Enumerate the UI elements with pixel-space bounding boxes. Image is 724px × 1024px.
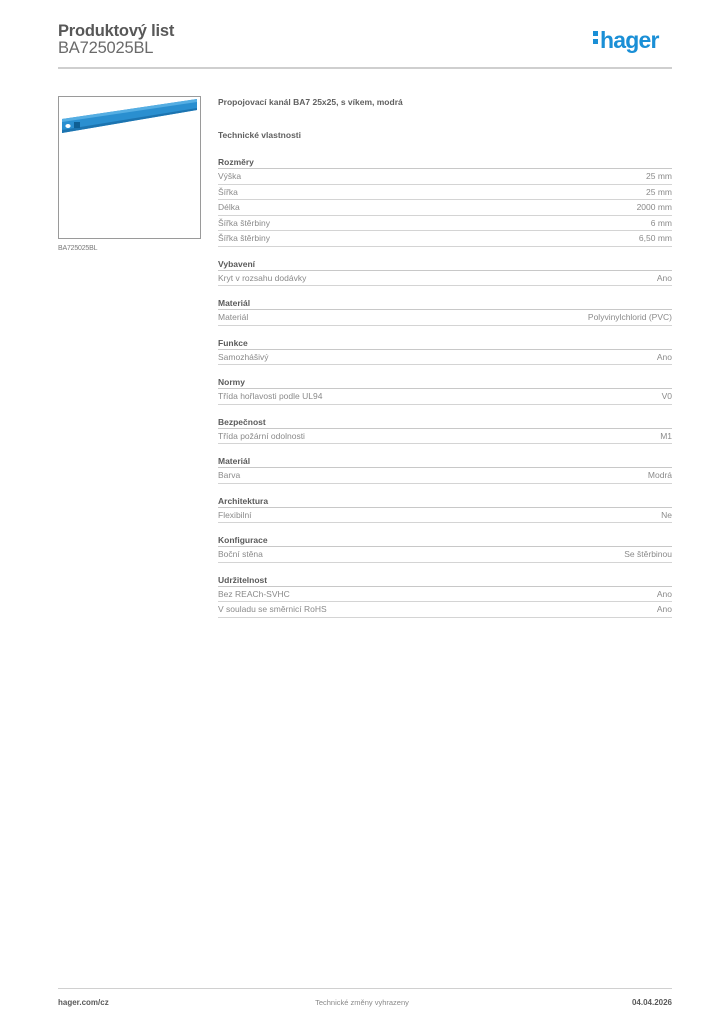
spec-label: Bez REACh-SVHC [218,588,290,599]
spec-value: 25 mm [646,171,672,181]
footer-divider [58,988,672,989]
product-code: BA725025BL [58,39,154,57]
footer-disclaimer: Technické změny vyhrazeny [315,998,409,1007]
spec-row [218,587,672,603]
spec-row [218,200,672,216]
spec-value: V0 [661,391,672,401]
spec-label: Boční stěna [218,549,263,559]
spec-value: Ano [656,272,672,283]
spec-group-function [218,337,672,366]
cable-duct-icon [59,97,201,239]
spec-row [218,389,672,405]
header-divider [58,67,672,69]
hager-logo [593,27,659,53]
spec-value: 2000 mm [636,202,672,212]
spec-label: Šířka [218,186,238,197]
spec-label: Barva [218,470,241,480]
spec-row [218,468,672,484]
spec-label: V souladu se směrnicí RoHS [218,604,327,614]
spec-label: Třída požární odolnosti [218,430,305,441]
spec-label: Délka [218,202,240,212]
spec-label: Třída hořlavosti podle UL94 [218,391,323,401]
spec-label: Šířka štěrbiny [218,217,270,228]
group-title: Materiál [218,455,672,468]
group-title: Bezpečnost [218,416,672,429]
spec-row [218,185,672,201]
spec-group-standards [218,376,672,405]
spec-value: Ano [656,604,672,614]
spec-value: Ano [656,588,672,599]
spec-value: Polyvinylchlorid (PVC) [587,312,672,322]
spec-label: Šířka štěrbiny [218,233,270,243]
spec-row [218,602,672,618]
spec-table [218,156,672,629]
spec-group-sustainability [218,574,672,618]
footer-website-link[interactable]: hager.com/cz [58,998,109,1007]
spec-value: 6,50 mm [638,233,672,243]
spec-value: Se štěrbinou [624,549,672,559]
spec-value: 25 mm [646,186,672,197]
spec-value: Modrá [647,470,672,480]
spec-group-equipment [218,258,672,287]
spec-label: Flexibilní [218,509,252,520]
group-title: Funkce [218,337,672,350]
group-title: Konfigurace [218,534,672,547]
spec-row [218,429,672,445]
group-title: Rozměry [218,156,672,169]
spec-row [218,271,672,287]
spec-group-material [218,297,672,326]
spec-label: Materiál [218,312,249,322]
spec-row [218,216,672,232]
group-title: Materiál [218,297,672,310]
spec-group-safety [218,416,672,445]
spec-group-architecture [218,495,672,524]
image-caption: BA725025BL [58,245,98,252]
spec-group-configuration [218,534,672,563]
group-title: Normy [218,376,672,389]
spec-group-dimensions [218,156,672,247]
group-title: Udržitelnost [218,574,672,587]
spec-value: 6 mm [650,217,672,228]
spec-row [218,231,672,247]
spec-label: Kryt v rozsahu dodávky [218,272,307,283]
footer-date: 04.04.2026 [631,998,672,1007]
product-name: Propojovací kanál BA7 25x25, s víkem, modrá [218,97,403,107]
spec-row [218,547,672,563]
spec-row [218,508,672,524]
logo-text: hager [600,27,659,53]
spec-value: M1 [660,430,672,441]
group-title: Architektura [218,495,672,508]
group-title: Vybavení [218,258,672,271]
technical-properties-heading: Technické vlastnosti [218,130,301,140]
product-image [58,96,201,239]
spec-group-material-color [218,455,672,484]
spec-label: Výška [218,171,242,181]
spec-row [218,169,672,185]
spec-label: Samozhášivý [218,351,269,362]
spec-row [218,350,672,366]
page-title: Produktový list [58,22,175,40]
logo-colon-icon [593,29,599,47]
spec-row [218,310,672,326]
spec-value: Ano [656,351,672,362]
spec-value: Ne [661,509,672,520]
